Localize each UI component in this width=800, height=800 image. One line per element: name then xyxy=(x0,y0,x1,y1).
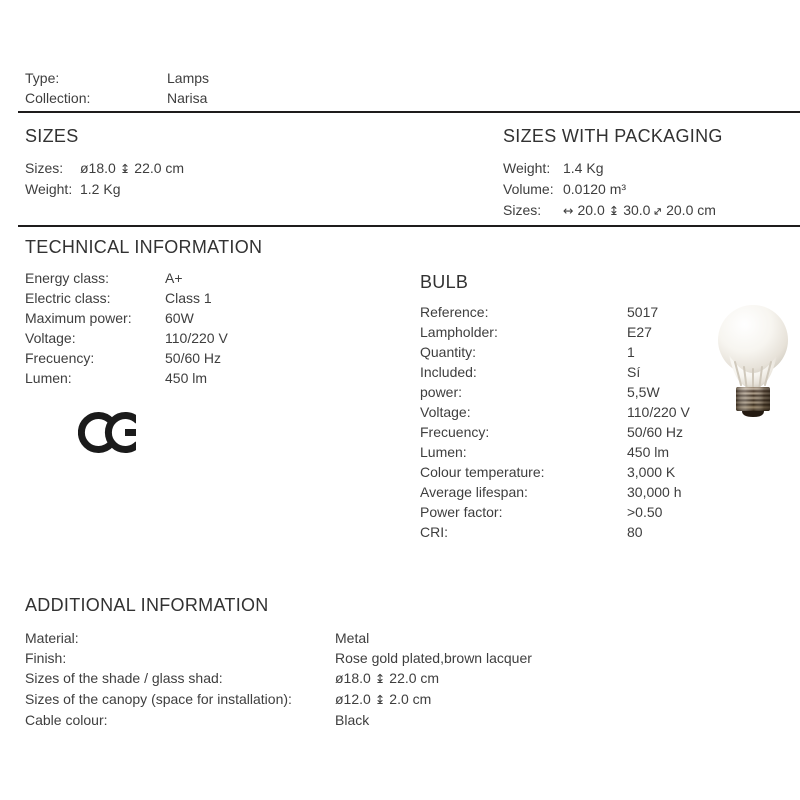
spec-value: 80 xyxy=(627,524,643,540)
finish-value: Rose gold plated,brown lacquer xyxy=(335,650,532,666)
spec-label: Energy class: xyxy=(25,270,110,286)
type-value: Lamps xyxy=(167,70,210,86)
spec-row xyxy=(420,462,690,482)
bulb-section xyxy=(420,302,690,542)
spec-row xyxy=(25,328,228,348)
packaging-sizes-label: Sizes: xyxy=(503,202,542,218)
spec-label: CRI: xyxy=(420,524,448,540)
sizes-label: Sizes: xyxy=(25,160,64,176)
spec-value: 50/60 Hz xyxy=(165,350,222,366)
canopy-sizes-value xyxy=(335,689,431,710)
type-row xyxy=(25,68,209,88)
packaging-volume-label: Volume: xyxy=(503,181,554,197)
spec-value: >0.50 xyxy=(627,504,663,520)
material-row xyxy=(25,628,532,648)
spec-row xyxy=(25,268,228,288)
spec-label: power: xyxy=(420,384,463,400)
packaging-weight-value: 1.4 Kg xyxy=(563,160,604,176)
shade-height-value: 22.0 cm xyxy=(389,670,440,686)
bulb-section-title: BULB xyxy=(420,272,469,292)
height-arrow-icon: ↨ xyxy=(119,161,131,176)
spec-value: 5,5W xyxy=(627,384,660,400)
spec-row xyxy=(420,422,690,442)
height-arrow-icon: ↨ xyxy=(608,203,620,218)
spec-value: A+ xyxy=(165,270,183,286)
height-arrow-icon: ↨ xyxy=(374,671,386,686)
spec-value: 60W xyxy=(165,310,194,326)
packaging-weight-row xyxy=(503,158,716,179)
spec-row xyxy=(420,442,690,462)
spec-value: E27 xyxy=(627,324,652,340)
spec-row xyxy=(420,322,690,342)
shade-sizes-row xyxy=(25,668,532,689)
spec-label: Frecuency: xyxy=(420,424,490,440)
spec-value: Class 1 xyxy=(165,290,212,306)
spec-value: 450 lm xyxy=(165,370,208,386)
spec-label: Voltage: xyxy=(420,404,471,420)
packaging-depth-value: 20.0 cm xyxy=(666,202,716,218)
material-value: Metal xyxy=(335,630,370,646)
spec-label: Electric class: xyxy=(25,290,111,306)
cable-colour-value: Black xyxy=(335,712,370,728)
spec-label: Lumen: xyxy=(25,370,72,386)
spec-row xyxy=(25,368,228,388)
weight-label: Weight: xyxy=(25,181,73,197)
canopy-sizes-label: Sizes of the canopy (space for installation): xyxy=(25,691,292,707)
spec-label: Power factor: xyxy=(420,504,503,520)
width-arrow-icon: ↔ xyxy=(563,203,574,218)
ce-mark-icon xyxy=(78,409,136,456)
spec-row xyxy=(25,348,228,368)
spec-label: Colour temperature: xyxy=(420,464,545,480)
spec-label: Frecuency: xyxy=(25,350,95,366)
spec-value: 30,000 h xyxy=(627,484,682,500)
technical-section xyxy=(25,268,228,388)
packaging-volume-value: 0.0120 m³ xyxy=(563,181,627,197)
spec-value: 1 xyxy=(627,344,635,360)
sizes-section-title: SIZES xyxy=(25,126,79,146)
height-arrow-icon: ↨ xyxy=(374,692,386,707)
packaging-sizes-row xyxy=(503,200,716,222)
cable-colour-label: Cable colour: xyxy=(25,712,108,728)
spec-label: Maximum power: xyxy=(25,310,132,326)
spec-row xyxy=(420,502,690,522)
canopy-height-value: 2.0 cm xyxy=(389,691,432,707)
collection-value: Narisa xyxy=(167,90,208,106)
canopy-diameter-value: ø12.0 xyxy=(335,691,371,707)
spec-label: Quantity: xyxy=(420,344,477,360)
depth-arrow-icon: ↔ xyxy=(649,202,667,220)
packaging-section xyxy=(503,158,716,222)
shade-diameter-value: ø18.0 xyxy=(335,670,371,686)
spec-label: Average lifespan: xyxy=(420,484,528,500)
spec-row xyxy=(420,382,690,402)
spec-value: Sí xyxy=(627,364,641,380)
canopy-sizes-row xyxy=(25,689,532,710)
type-label: Type: xyxy=(25,70,60,86)
packaging-weight-label: Weight: xyxy=(503,160,551,176)
packaging-sizes-value xyxy=(563,200,716,222)
shade-sizes-value xyxy=(335,668,439,689)
diameter-value: ø18.0 xyxy=(80,160,116,176)
collection-label: Collection: xyxy=(25,90,91,106)
spec-label: Lumen: xyxy=(420,444,467,460)
technical-section-title: TECHNICAL INFORMATION xyxy=(25,237,263,257)
spec-value: 5017 xyxy=(627,304,659,320)
additional-section xyxy=(25,628,532,730)
packaging-width-value: 20.0 xyxy=(577,202,605,218)
spec-row xyxy=(420,342,690,362)
spec-row xyxy=(420,522,690,542)
spec-label: Lampholder: xyxy=(420,324,498,340)
weight-value: 1.2 Kg xyxy=(80,181,121,197)
spec-label: Voltage: xyxy=(25,330,76,346)
spec-label: Included: xyxy=(420,364,477,380)
material-label: Material: xyxy=(25,630,79,646)
shade-sizes-label: Sizes of the shade / glass shad: xyxy=(25,670,223,686)
divider-middle xyxy=(18,225,800,227)
spec-row xyxy=(25,308,228,328)
packaging-section-title: SIZES WITH PACKAGING xyxy=(503,126,723,146)
spec-value: 3,000 K xyxy=(627,464,676,480)
weight-row xyxy=(25,179,184,200)
spec-row xyxy=(25,288,228,308)
spec-value: 50/60 Hz xyxy=(627,424,684,440)
collection-row xyxy=(25,88,209,108)
spec-label: Reference: xyxy=(420,304,489,320)
sizes-row xyxy=(25,158,184,179)
height-value: 22.0 cm xyxy=(134,160,185,176)
finish-label: Finish: xyxy=(25,650,67,666)
spec-value: 450 lm xyxy=(627,444,670,460)
finish-row xyxy=(25,648,532,668)
spec-row xyxy=(420,362,690,382)
cable-colour-row xyxy=(25,710,532,730)
sizes-value xyxy=(80,158,184,179)
sizes-section xyxy=(25,158,184,200)
packaging-volume-row xyxy=(503,179,716,200)
spec-row xyxy=(420,482,690,502)
spec-value: 110/220 V xyxy=(627,404,690,420)
spec-row xyxy=(420,302,690,322)
spec-value: 110/220 V xyxy=(165,330,228,346)
divider-top xyxy=(18,111,800,113)
spec-row xyxy=(420,402,690,422)
packaging-height-value: 30.0 xyxy=(623,202,651,218)
additional-section-title: ADDITIONAL INFORMATION xyxy=(25,595,269,615)
bulb-photo xyxy=(713,303,793,417)
product-meta xyxy=(25,68,209,108)
